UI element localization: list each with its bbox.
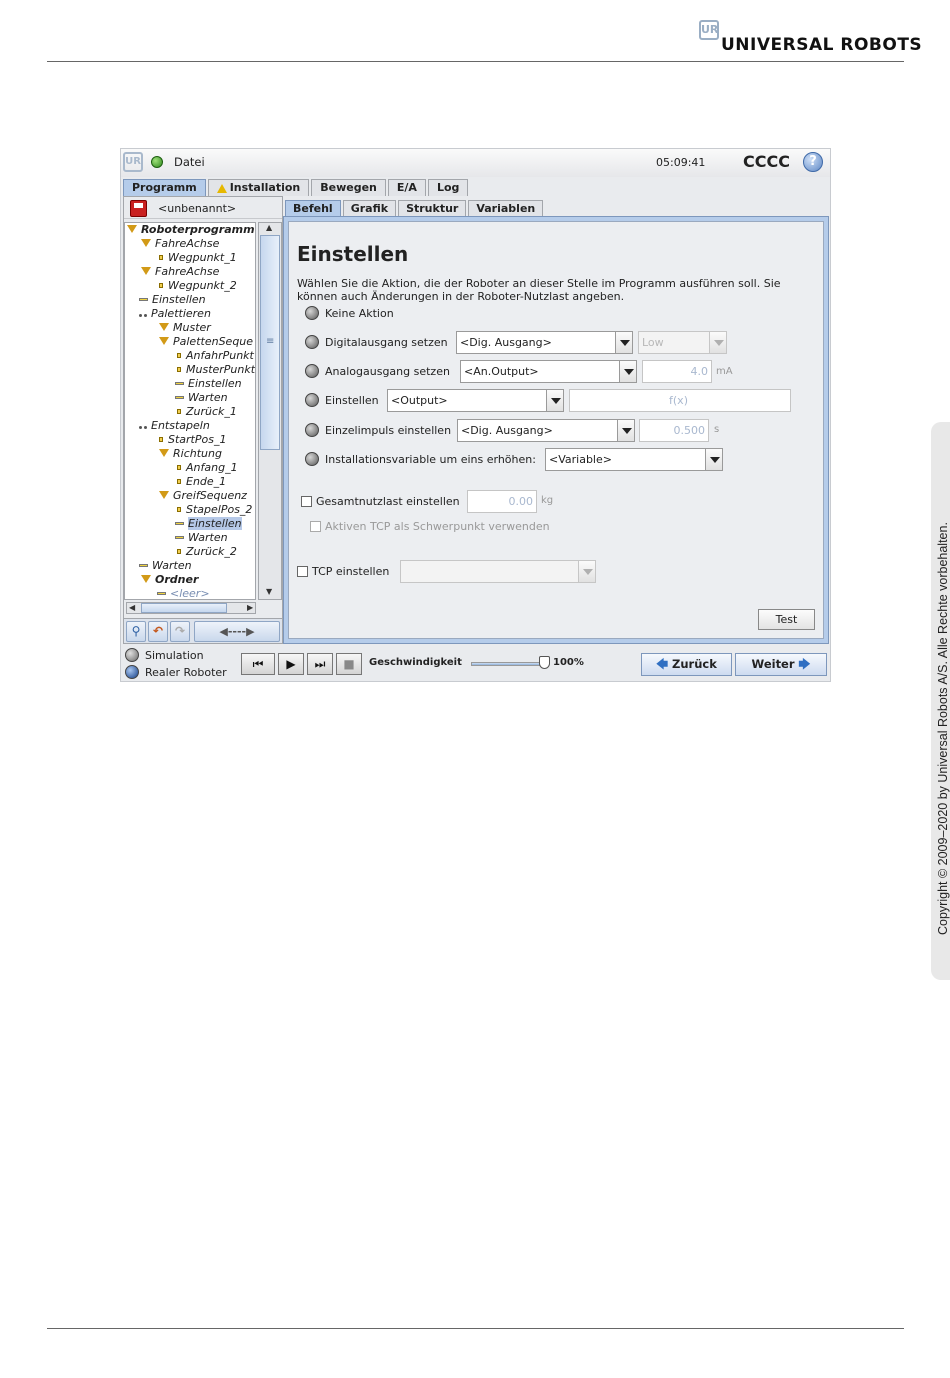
search-icon[interactable]: ⚲ [126, 621, 146, 642]
radio-no-action[interactable] [305, 306, 319, 320]
label-payload: Gesamtnutzlast einstellen [316, 495, 460, 508]
tree-node[interactable] [159, 447, 222, 461]
select-value: <An.Output> [464, 365, 539, 378]
speed-label: Geschwindigkeit [369, 657, 462, 668]
undo-icon[interactable]: ↶ [148, 621, 168, 642]
label-set-expression: Einstellen [325, 394, 379, 407]
tree-vertical-scrollbar[interactable] [258, 222, 282, 600]
tree-label: Ordner [155, 573, 199, 586]
set-icon [175, 382, 184, 385]
tree-node[interactable] [175, 377, 242, 391]
redo-icon[interactable]: ↷ [170, 621, 190, 642]
tree-label: <leer> [170, 587, 210, 600]
tree-label: Einstellen [188, 377, 242, 390]
tab-struktur[interactable]: Struktur [398, 200, 466, 216]
analog-output-select[interactable] [460, 360, 637, 383]
set-command-content [288, 221, 824, 639]
scroll-thumb[interactable] [141, 603, 227, 613]
tab-label: Installation [229, 181, 301, 194]
waypoint-icon [177, 549, 181, 554]
select-value: <Output> [391, 394, 448, 407]
tab-installation[interactable] [208, 179, 310, 196]
output-select[interactable] [387, 389, 564, 412]
tree-node[interactable] [159, 279, 237, 293]
analog-value-field[interactable]: 4.0 [642, 360, 712, 383]
radio-analog-output[interactable] [305, 364, 319, 378]
next-button[interactable] [735, 653, 827, 676]
tab-label: Log [436, 181, 460, 194]
tab-ea[interactable] [388, 179, 426, 196]
tcp-select[interactable] [400, 560, 596, 583]
tab-programm[interactable] [123, 179, 206, 196]
rewind-button[interactable]: ⏮ [241, 653, 275, 675]
folder-icon [141, 575, 151, 583]
brand-name: UNIVERSAL ROBOTS [721, 35, 923, 55]
clock: 05:09:41 [656, 156, 706, 169]
tree-node[interactable] [141, 573, 198, 587]
arrow-left-icon: 🡄 [656, 657, 673, 671]
tree-node[interactable] [177, 349, 254, 363]
tree-label: Zurück_2 [186, 545, 237, 558]
robot-status-icon [151, 156, 163, 168]
chevron-down-icon [617, 420, 634, 441]
scroll-left-icon[interactable]: ◀ [129, 603, 136, 612]
waypoint-icon [159, 437, 163, 442]
tab-label: Programm [132, 181, 197, 194]
ur-logo-icon: UR [699, 20, 719, 40]
move-node-arrows[interactable]: ◀----▶ [194, 621, 280, 642]
program-header [124, 197, 282, 219]
label-analog-output: Analogausgang setzen [325, 365, 450, 378]
tree-node[interactable] [141, 265, 219, 279]
footer-divider [47, 1328, 904, 1329]
scroll-thumb[interactable] [260, 235, 280, 450]
tree-label: GreifSequenz [173, 489, 247, 502]
wait-icon [139, 564, 148, 567]
waypoint-icon [177, 353, 181, 358]
program-name: <unbenannt> [158, 202, 237, 215]
radio-real-robot[interactable] [125, 665, 139, 679]
empty-icon [157, 592, 166, 595]
pallet-icon [139, 422, 147, 429]
header-divider [47, 61, 904, 62]
back-button[interactable] [641, 653, 732, 676]
tree-label: Wegpunkt_1 [168, 251, 237, 264]
select-value: <Dig. Ausgang> [460, 336, 552, 349]
command-panel [283, 216, 829, 644]
move-icon [141, 239, 151, 247]
set-icon [175, 522, 184, 525]
analog-unit: mA [716, 366, 733, 377]
label-digital-output: Digitalausgang setzen [325, 336, 448, 349]
tree-node[interactable] [141, 237, 219, 251]
main-tabs [123, 179, 470, 196]
tree-label: Richtung [173, 447, 222, 460]
tree-label: Einstellen [188, 517, 242, 530]
tree-label: Warten [152, 559, 192, 572]
page-title: Einstellen [297, 242, 409, 266]
program-tree-panel [123, 196, 283, 644]
tree-label: Warten [188, 531, 228, 544]
digital-value-select[interactable] [638, 331, 727, 354]
chevron-down-icon [546, 390, 563, 411]
scroll-down-icon[interactable]: ▼ [266, 587, 273, 596]
select-value: Low [642, 336, 664, 349]
program-tree[interactable] [124, 222, 256, 600]
tree-node[interactable] [175, 531, 228, 545]
test-button[interactable]: Test [758, 609, 815, 630]
radio-digital-output[interactable] [305, 335, 319, 349]
set-icon [139, 298, 148, 301]
move-icon [141, 267, 151, 275]
label-no-action: Keine Aktion [325, 307, 394, 320]
chevron-down-icon [705, 449, 722, 470]
label-single-pulse: Einzelimpuls einstellen [325, 424, 452, 437]
save-icon[interactable] [130, 200, 147, 217]
tree-label: Zurück_1 [186, 405, 237, 418]
warning-icon [217, 184, 227, 193]
tree-node[interactable] [159, 335, 253, 349]
sequence-icon [159, 491, 169, 499]
variable-select[interactable] [545, 448, 723, 471]
tree-node[interactable] [139, 419, 210, 433]
waypoint-icon [177, 479, 181, 484]
label-real-robot: Realer Roboter [145, 666, 227, 679]
arrow-right-icon: 🡆 [794, 657, 811, 671]
chevron-down-icon [709, 332, 726, 353]
tree-node[interactable] [177, 461, 238, 475]
tree-node[interactable] [139, 559, 192, 573]
tree-label: Entstapeln [151, 419, 210, 432]
payload-field[interactable]: 0.00 [467, 490, 537, 513]
tree-label: Roboterprogramm [141, 223, 255, 236]
scroll-up-icon[interactable]: ▲ [266, 223, 273, 232]
scroll-right-icon[interactable]: ▶ [247, 603, 254, 612]
pulse-duration-field[interactable]: 0.500 [639, 419, 709, 442]
ur-logo-icon[interactable]: UR [123, 152, 143, 172]
wait-icon [175, 536, 184, 539]
chevron-down-icon [615, 332, 632, 353]
tab-label: E/A [396, 181, 417, 194]
speed-slider-handle[interactable] [539, 656, 550, 669]
tree-label: FahreAchse [155, 237, 220, 250]
tree-node[interactable] [177, 545, 237, 559]
tree-label: Palettieren [151, 307, 211, 320]
play-button[interactable]: ▶ [278, 653, 304, 675]
tree-node[interactable] [159, 251, 237, 265]
pulse-unit: s [714, 424, 720, 435]
tree-label: Einstellen [152, 293, 206, 306]
tree-node[interactable] [177, 475, 226, 489]
select-value: <Dig. Ausgang> [461, 424, 553, 437]
expression-field[interactable]: f(x) [569, 389, 791, 412]
tree-node[interactable] [159, 321, 211, 335]
tcp-cog-checkbox[interactable] [310, 521, 321, 532]
top-bar [121, 149, 830, 177]
tree-label: AnfahrPunkt [186, 349, 254, 362]
bottom-bar [121, 647, 830, 681]
label-simulation: Simulation [145, 649, 204, 662]
tree-node[interactable] [159, 489, 247, 503]
robot-name: CCCC [743, 152, 790, 171]
chevron-down-icon [619, 361, 636, 382]
waypoint-icon [159, 255, 163, 260]
tree-node[interactable] [127, 223, 255, 237]
tree-node[interactable] [177, 503, 252, 517]
speed-slider[interactable] [471, 662, 549, 666]
tree-label: StapelPos_2 [186, 503, 253, 516]
waypoint-icon [177, 507, 181, 512]
description: Wählen Sie die Aktion, die der Roboter an dieser Stelle im Programm ausführen soll. Sie können auch Änderungen in der Roboter-Nutzlast angeben. [297, 277, 781, 303]
waypoint-icon [177, 409, 181, 414]
sequence-icon [159, 337, 169, 345]
tcp-checkbox[interactable] [297, 566, 308, 577]
waypoint-icon [177, 367, 181, 372]
program-icon [127, 225, 137, 233]
tab-variablen[interactable]: Variablen [468, 200, 543, 216]
universal-robots-brand [697, 18, 923, 58]
step-button[interactable]: ⏭ [307, 653, 333, 675]
label-tcp: TCP einstellen [312, 565, 390, 578]
tree-label: Anfang_1 [186, 461, 238, 474]
wait-icon [175, 396, 184, 399]
label-increment-variable: Installationsvariable um eins erhöhen: [325, 453, 536, 466]
tree-node[interactable] [139, 293, 206, 307]
file-menu[interactable]: Datei [174, 155, 205, 169]
tree-label: FahreAchse [155, 265, 220, 278]
payload-unit: kg [541, 495, 554, 506]
tab-log[interactable] [428, 179, 468, 196]
tab-grafik[interactable]: Grafik [343, 200, 396, 216]
tree-label: Muster [173, 321, 211, 334]
tree-toolbar [124, 618, 282, 643]
waypoint-icon [177, 465, 181, 470]
tree-label: StartPos_1 [168, 433, 227, 446]
tree-label: Wegpunkt_2 [168, 279, 237, 292]
tree-node[interactable] [139, 307, 211, 321]
select-value: <Variable> [549, 453, 612, 466]
pulse-output-select[interactable] [457, 419, 635, 442]
radio-increment-variable[interactable] [305, 452, 319, 466]
command-tabs [285, 200, 545, 216]
speed-value: 100% [553, 657, 584, 668]
radio-simulation[interactable] [125, 648, 139, 662]
button-label: Weiter [751, 657, 795, 671]
tree-node[interactable] [177, 363, 255, 377]
radio-single-pulse[interactable] [305, 423, 319, 437]
tree-node[interactable] [159, 433, 226, 447]
button-label: Zurück [672, 657, 717, 671]
direction-icon [159, 449, 169, 457]
tab-bewegen[interactable] [311, 179, 386, 196]
tree-node[interactable] [157, 587, 210, 600]
tree-horizontal-scrollbar[interactable] [126, 602, 256, 614]
polyscope-window [120, 148, 831, 682]
copyright-notice: Copyright © 2009–2020 by Universal Robots A/S. Alle Rechte vorbehalten. [936, 522, 950, 935]
pattern-icon [159, 323, 169, 331]
tab-befehl[interactable]: Befehl [285, 200, 341, 216]
digital-output-select[interactable] [456, 331, 633, 354]
tree-label: Ende_1 [186, 475, 227, 488]
label-tcp-cog: Aktiven TCP als Schwerpunkt verwenden [325, 520, 550, 533]
tree-label: PalettenSeque [173, 335, 254, 348]
help-icon[interactable]: ? [803, 152, 823, 172]
tab-label: Bewegen [320, 181, 377, 194]
stop-button[interactable]: ■ [336, 653, 362, 675]
radio-set-expression[interactable] [305, 393, 319, 407]
pallet-icon [139, 310, 147, 317]
tree-label: Warten [188, 391, 228, 404]
payload-checkbox[interactable] [301, 496, 312, 507]
chevron-down-icon [578, 561, 595, 582]
tree-node[interactable] [175, 391, 228, 405]
tree-node[interactable] [177, 405, 237, 419]
tree-node-selected[interactable] [175, 517, 242, 531]
waypoint-icon [159, 283, 163, 288]
tree-label: MusterPunkt [186, 363, 256, 376]
